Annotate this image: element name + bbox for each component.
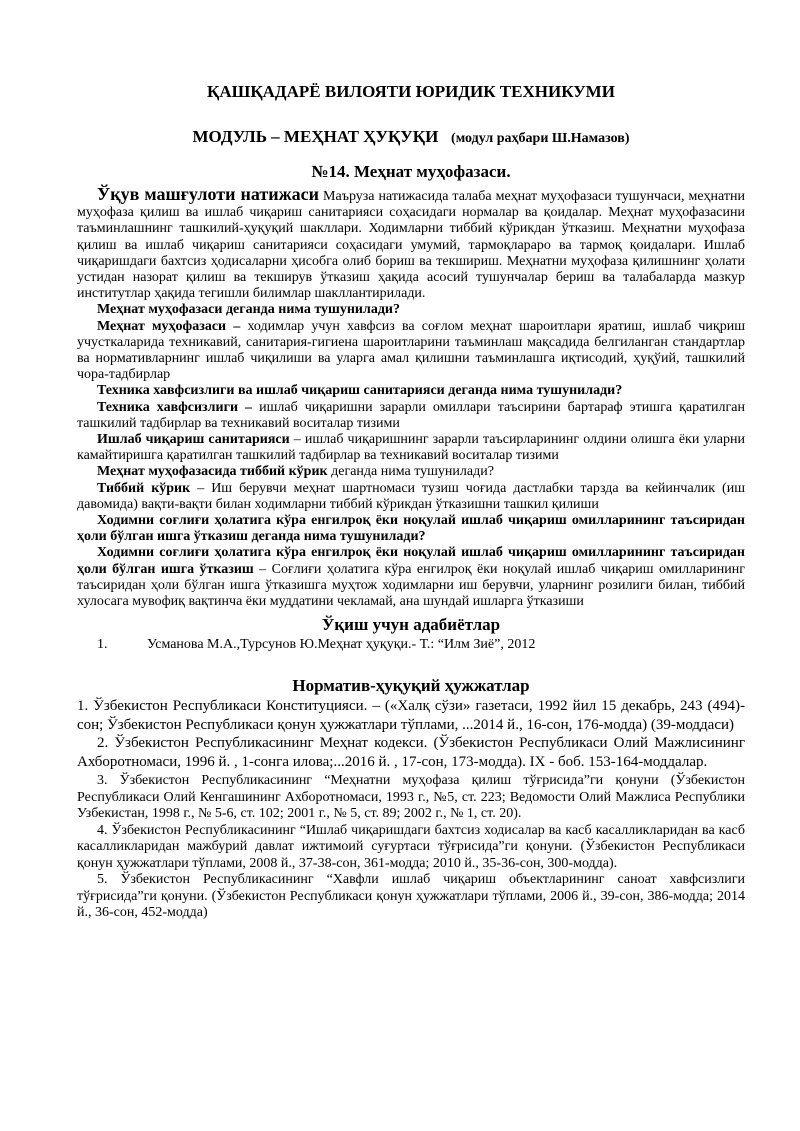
normative-item-3: 3. Ўзбекистон Республикасининг “Меҳнатни муҳофаза қилиш тўғрисида”ги қонуни (Ўзбекистон Республикаси Олий Кенгашининг Ахборотномаси, 1993 г., №5, ст. 223; Ведомости Олий Мажлиса Республики Узбекистан, 1998 г., № 5-6, ст. 102; 2001 г., № 5, ст. 89; 2002 г., № 1, ст. 20). bbox=[77, 773, 745, 822]
answer-2-term: Техника хавфсизлиги – bbox=[97, 399, 253, 415]
answer-3-term: Ишлаб чиқариш санитарияси bbox=[97, 432, 290, 448]
learning-outcome-text: Маъруза натижасида талаба меҳнат муҳофазаси тушунчаси, меҳнатни муҳофаза қилиш ва ишлаб чиқариш санитарияси соҳасидаги нормалар ва қоидалар. Меҳнат муҳофазасини таъминлашнинг ташкилий-ҳуқуқий шакллари. Ходимларни тиббий кўрикдан ўтказиш. Меҳнатни муҳофаза қилиш ва ишлаб чиқариш санитарияси соҳасидаги умумий, тармоқлараро ва тармоқ қоидалари. Ишлаб чиқаришдаги бахтсиз ҳодисаларни ҳисобга олиб бориш ва текшириш. Меҳнатни муҳофаза қилишнинг ҳолати устидан назорат қилиш ва текширув ўтказиш ҳақида асосий тушунчалар бериш ва талабаларда мазкур институтлар ҳақида тегишли билимлар шакллантирилади. bbox=[77, 189, 745, 302]
normative-item-1: 1. Ўзбекистон Республикаси Конституцияси. – («Халқ сўзи» газетаси, 1992 йил 15 декабрь, 243 (494)-сон; Ўзбекистон Республикаси қонун ҳужжатлари тўплами, ...2014 й., 16-сон, 176-модда) (39-моддаси) bbox=[77, 698, 745, 733]
question-1: Меҳнат муҳофазаси деганда нима тушунилади? bbox=[97, 302, 400, 318]
normative-item-2: 2. Ўзбекистон Республикасининг Меҳнат кодекси. (Ўзбекистон Республикаси Олий Мажлисининг Ахборотномаси, 1996 й. , 1-сонга илова;...2016 й. , 17-сон, 173-модда). IX - боб. 153-164-моддалар. bbox=[77, 735, 745, 770]
literature-item-number: 1. bbox=[97, 637, 108, 653]
learning-outcome-paragraph bbox=[77, 186, 745, 302]
question-4-bold: Меҳнат муҳофазасида тиббий кўрик bbox=[97, 464, 328, 480]
answer-1-term: Меҳнат муҳофазаси – bbox=[97, 318, 241, 334]
learning-outcome-lead: Ўқув машғулоти натижаси bbox=[97, 184, 320, 204]
answer-5-term: Ходимни соғлиғи ҳолатига кўра енгилроқ ёки ноқулай ишлаб чиқариш омилларининг таъсиридан ҳоли бўлган ишга ўтказиш bbox=[77, 545, 745, 577]
literature-item-text: Усманова М.А.,Турсунов Ю.Меҳнат ҳуқуқи.- Т.: “Илм Зиё”, 2012 bbox=[147, 637, 536, 653]
answer-4-term: Тиббий кўрик bbox=[97, 480, 191, 496]
document-page bbox=[77, 0, 745, 922]
normative-item-5: 5. Ўзбекистон Республикасининг “Хавфли ишлаб чиқариш объектларининг саноат хавфсизлиги тўғрисида”ги қонуни. (Ўзбекистон Республикаси қонун ҳужжатлари тўплами, 2006 й., 39-сон, 386-модда; 2014 й., 36-сон, 452-модда) bbox=[77, 872, 745, 921]
question-2: Техника хавфсизлиги ва ишлаб чиқариш санитарияси деганда нима тушунилади? bbox=[97, 383, 623, 399]
answer-2 bbox=[77, 400, 745, 432]
answer-3-text: – ишлаб чиқаришнинг зарарли таъсирларининг олдини олишга ёки уларни камайтиришга қаратилган ташкилий тадбирлар ва техникавий воситалар тизими bbox=[77, 432, 745, 464]
answer-2-text: ишлаб чиқаришни зарарли омиллари таъсирини бартараф этишга қаратилган ташкилий тадбирлар ва техникавий воситалар тизими bbox=[77, 399, 745, 431]
answer-1-text: ходимлар учун хавфсиз ва соғлом меҳнат шароитлари яратиш, ишлаб чиқриш учусткаларида техникавий, санитария-гигиена шароитларини таъминлаш мақсадида белгиланган стандартлар ва нормативларнинг ишлаб чиқилиши ва уларга амал қилишни таъминлашга иқтисодий, ҳуқўий, ташкилий чора-тадбирлар bbox=[77, 318, 745, 383]
answer-5-text: – Соғлиғи ҳолатига кўра енгилроқ ёки ноқулай ишлаб чиқариш омилларининг таъсиридан ҳоли бўлган ишга ўтказишга муҳтож ходимларни иш берувчи, уларнинг розилиги билан, тиббий хулосага мувофиқ вақтинча ёки муддатини чекламай, ана шундай ишларга ўтказиши bbox=[77, 561, 745, 610]
topic-heading: №14. Меҳнат муҳофазаси. bbox=[311, 162, 511, 181]
answer-5 bbox=[77, 545, 745, 610]
answer-4 bbox=[77, 481, 745, 513]
answer-3 bbox=[77, 432, 745, 464]
normative-heading: Норматив-ҳуқуқий ҳужжатлар bbox=[292, 676, 530, 696]
literature-item bbox=[77, 637, 745, 653]
question-5: Ходимни соғлиғи ҳолатига кўра енгилроқ ёки ноқулай ишлаб чиқариш омилларининг таъсиридан ҳоли бўлган ишга ўтказиш деганда нима тушунилади? bbox=[77, 513, 745, 545]
module-leader: (модул раҳбари Ш.Намазов) bbox=[451, 131, 630, 146]
module-title: МОДУЛЬ – МЕҲНАТ ҲУҚУҚИ bbox=[192, 127, 439, 146]
answer-1 bbox=[77, 319, 745, 384]
literature-heading: Ўқиш учун адабиётлар bbox=[321, 615, 501, 635]
answer-4-text: – Иш берувчи меҳнат шартномаси тузиш чоғида дастлабки тарзда ва кейинчалик (иш давомида) вақти-вақти билан ходимларни тиббий кўрикдан ўтказишни ташкил қилиши bbox=[77, 480, 745, 512]
question-4-text: деганда нима тушунилади? bbox=[327, 464, 494, 480]
normative-item-4: 4. Ўзбекистон Республикасининг “Ишлаб чиқаришдаги бахтсиз ходисалар ва касб касалликларидан ва касб касалликларидан мажбурий давлат ижтимоий суғуртаси тўғрисида”ги қонуни. (Ўзбекистон Республикаси қонун ҳужжатлари тўплами, 2008 й., 37-38-сон, 361-модда; 2010 й., 35-36-сон, 300-модда). bbox=[77, 822, 745, 871]
institution-heading: ҚАШҚАДАРЁ ВИЛОЯТИ ЮРИДИК ТЕХНИКУМИ bbox=[207, 82, 615, 101]
question-4 bbox=[77, 464, 745, 480]
module-heading bbox=[77, 127, 745, 149]
